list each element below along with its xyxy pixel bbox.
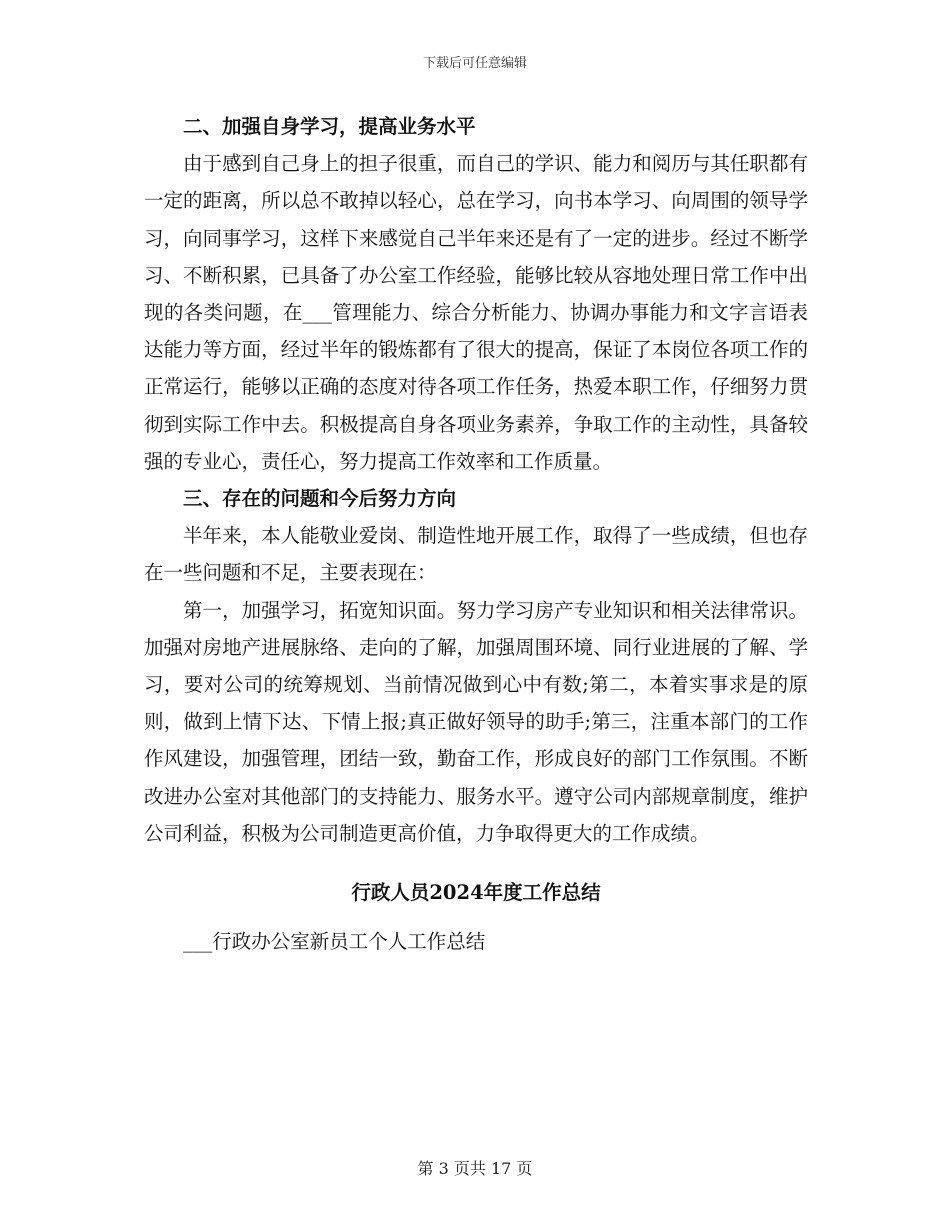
page-footer: 第 3 页共 17 页: [417, 1159, 533, 1178]
section-heading-2: 二、加强自身学习，提高业务水平: [183, 115, 476, 138]
paragraph-problems-intro: 半年来，本人能敬业爱岗、制造性地开展工作，取得了一些成绩，但也存在一些问题和不足，主要表现在：: [144, 524, 808, 585]
document-body: [144, 108, 808, 960]
paragraph-improvements: 第一，加强学习，拓宽知识面。努力学习房产专业知识和相关法律常识。加强对房地产进展脉络、走向的了解，加强周围环境、同行业进展的了解、学习，要对公司的统筹规划、当前情况做到心中有数;第二，本着实事求是的原则，做到上情下达、下情上报;真正做好领导的助手;第三，注重本部门的工作作风建设，加强管理，团结一致，勤奋工作，形成良好的部门工作氛围。不断改进办公室对其他部门的支持能力、服务水平。遵守公司内部规章制度，维护公司利益，积极为公司制造更高价值，力争取得更大的工作成绩。: [144, 598, 808, 845]
page-header: 下载后可任意编辑: [422, 56, 527, 71]
paragraph-study: 由于感到自己身上的担子很重，而自己的学识、能力和阅历与其任职都有一定的距离，所以总不敢掉以轻心，总在学习，向书本学习、向周围的领导学习，向同事学习，这样下来感觉自己半年来还是有了一定的进步。经过不断学习、不断积累，已具备了办公室工作经验，能够比较从容地处理日常工作中出现的各类问题，在___管理能力、综合分析能力、协调办事能力和文字言语表达能力等方面，经过半年的锻炼都有了很大的提高，保证了本岗位各项工作的正常运行，能够以正确的态度对待各项工作任务，热爱本职工作，仔细努力贯彻到实际工作中去。积极提高自身各项业务素养，争取工作的主动性，具备较强的专业心，责任心，努力提高工作效率和工作质量。: [144, 152, 808, 473]
section-heading-3: 三、存在的问题和今后努力方向: [183, 487, 457, 511]
document-title: 行政人员2024年度工作总结: [351, 881, 601, 905]
paragraph-subtitle: ___行政办公室新员工个人工作总结: [183, 930, 486, 954]
